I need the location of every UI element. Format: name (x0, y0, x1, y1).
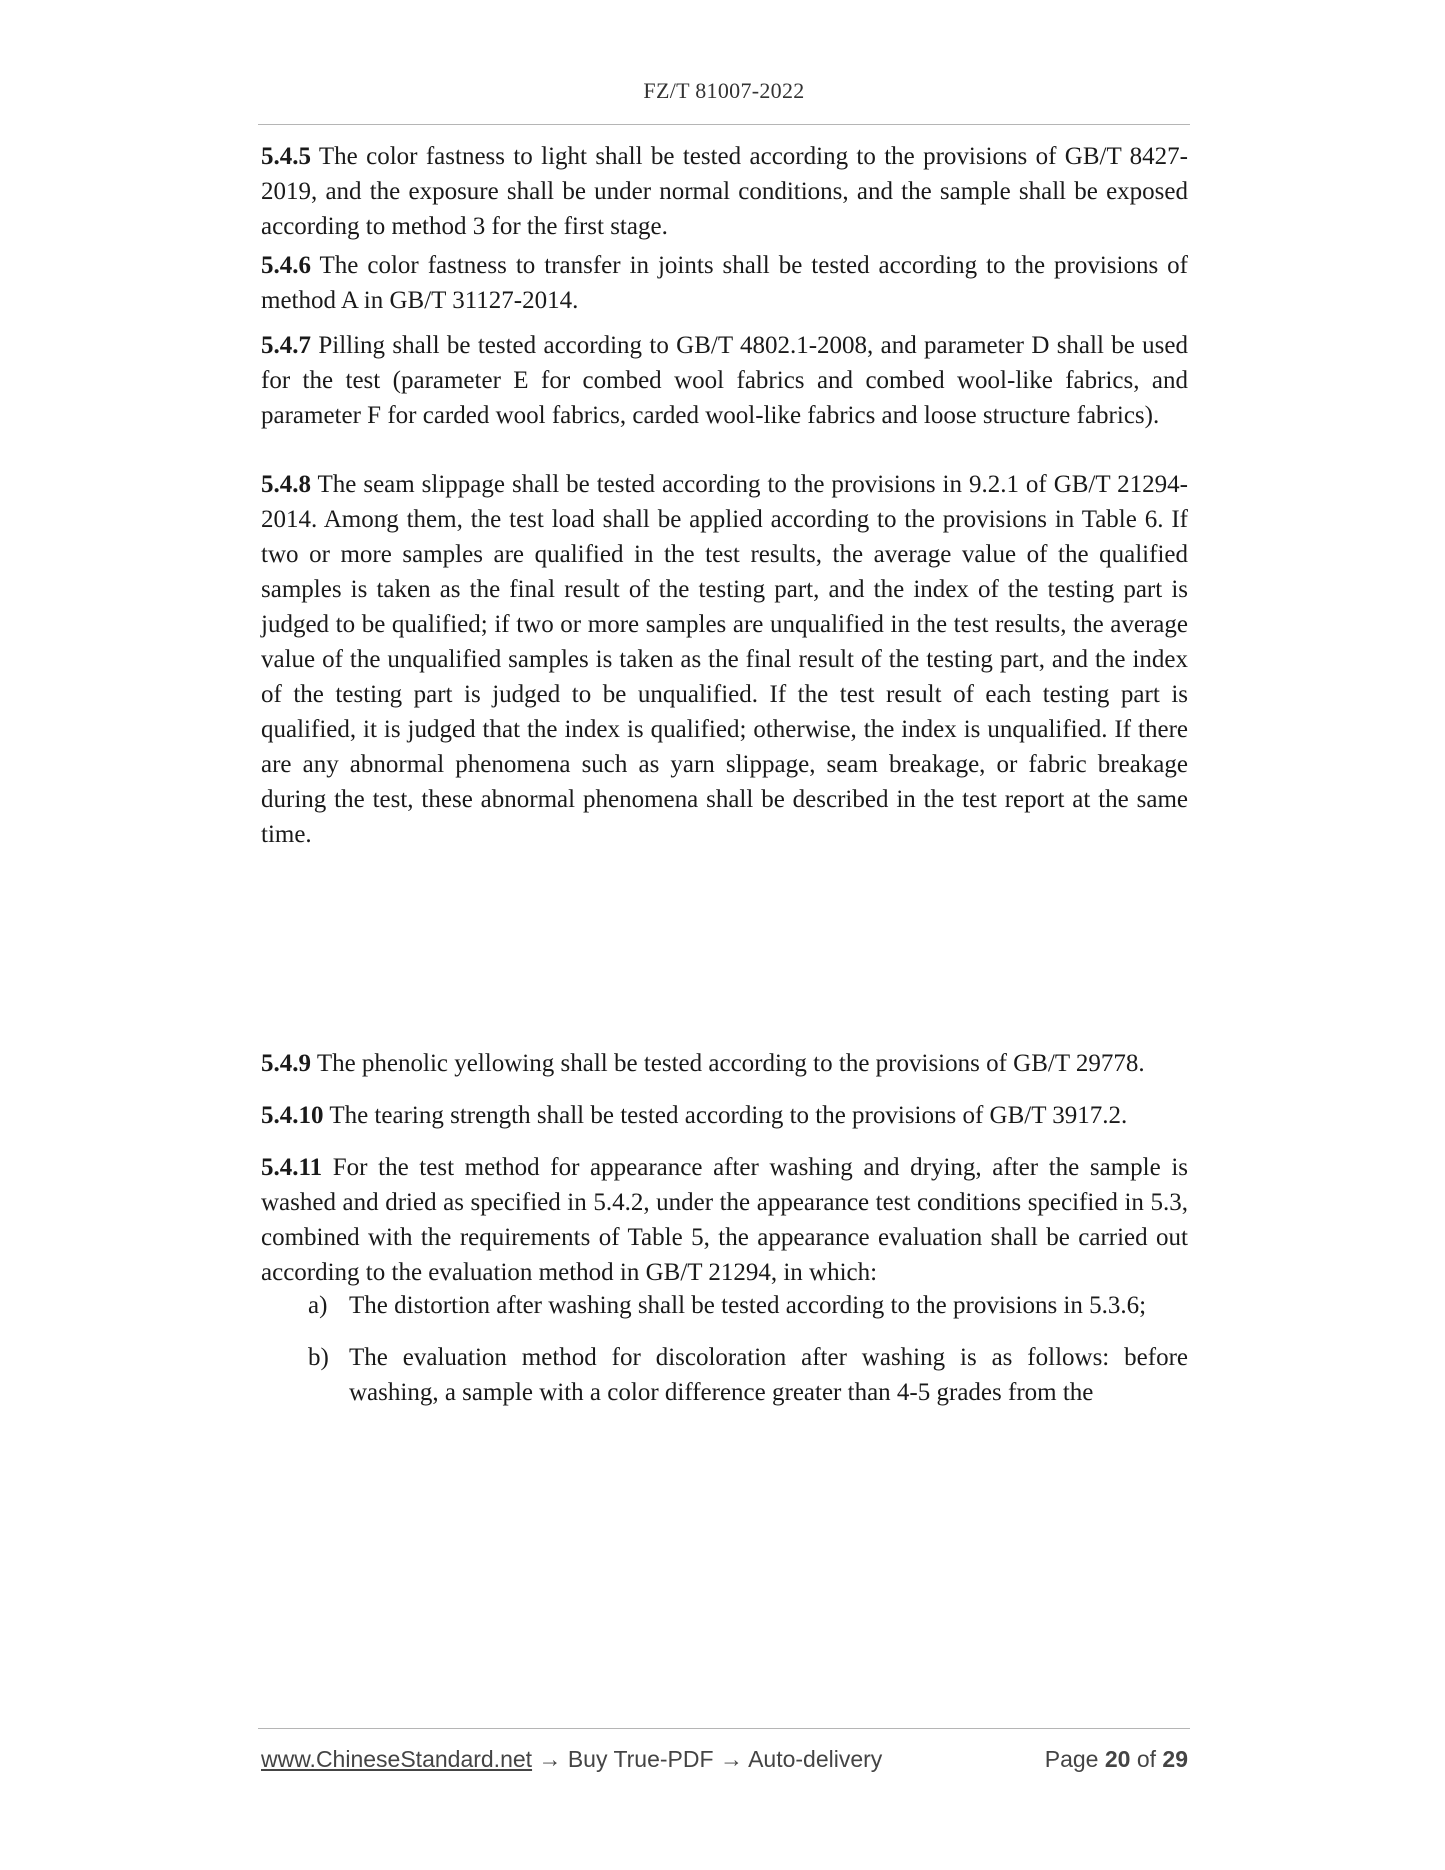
arrow-right-icon: → (538, 1746, 562, 1772)
list-marker: b) (308, 1344, 329, 1371)
clause-number: 5.4.11 (261, 1154, 323, 1181)
list-item-text: The evaluation method for discoloration after washing is as follows: before washing, a sample with a color difference greater than 4-5 grades from the (349, 1344, 1188, 1406)
page-label: Page (1044, 1746, 1099, 1772)
clause-5-4-10 (261, 1098, 1188, 1133)
clause-text: The phenolic yellowing shall be tested according to the provisions of GB/T 29778. (316, 1050, 1145, 1077)
list-item-a (261, 1288, 1188, 1323)
clause-text: The seam slippage shall be tested according to the provisions in 9.2.1 of GB/T 21294-2014. Among them, the test load shall be applied according to the provisions in Table 6. If two or more samples are qualified in the test results, the average value of the qualified samples is taken as the final result of the testing part, and the index of the testing part is judged to be qualified; if two or more samples are unqualified in the test results, the average value of the unqualified samples is taken as the final result of the testing part, and the index of the testing part is judged to be unqualified. If the test result of each testing part is qualified, it is judged that the index is qualified; otherwise, the index is unqualified. If there are any abnormal phenomena such as yarn slippage, seam breakage, or fabric breakage during the test, these abnormal phenomena shall be described in the test report at the same time. (261, 471, 1188, 848)
clause-text: The color fastness to transfer in joints shall be tested according to the provisions of method A in GB/T 31127-2014. (261, 252, 1188, 314)
page-footer (261, 1746, 1188, 1776)
page-of-label: of (1136, 1746, 1157, 1772)
clause-5-4-5 (261, 139, 1188, 244)
page-current: 20 (1104, 1746, 1131, 1772)
clause-5-4-8 (261, 467, 1188, 852)
clause-text: For the test method for appearance after washing and drying, after the sample is washed and dried as specified in 5.4.2, under the appearance test conditions specified in 5.3, combined with the requirements of Table 5, the appearance evaluation shall be carried out according to the evaluation method in GB/T 21294, in which: (261, 1154, 1189, 1286)
clause-5-4-7 (261, 328, 1188, 433)
list-item-text: The distortion after washing shall be tested according to the provisions in 5.3.6; (349, 1292, 1147, 1319)
clause-text: The tearing strength shall be tested according to the provisions of GB/T 3917.2. (329, 1102, 1128, 1129)
page-total: 29 (1162, 1746, 1188, 1772)
page-counter (1045, 1746, 1188, 1773)
clause-number: 5.4.5 (261, 143, 311, 170)
arrow-right-icon: → (719, 1746, 743, 1772)
clause-number: 5.4.6 (261, 252, 311, 279)
clause-number: 5.4.7 (261, 332, 311, 359)
footer-divider (258, 1728, 1190, 1729)
clause-number: 5.4.10 (261, 1102, 324, 1129)
list-item-b (261, 1340, 1188, 1410)
clause-5-4-11 (261, 1150, 1188, 1290)
auto-delivery-text: Auto-delivery (748, 1746, 883, 1772)
buy-true-pdf-text: Buy True-PDF (567, 1746, 714, 1772)
page-header-doc-id: FZ/T 81007-2022 (643, 78, 805, 103)
clause-number: 5.4.8 (261, 471, 311, 498)
clause-5-4-6 (261, 248, 1188, 318)
clause-text: The color fastness to light shall be tested according to the provisions of GB/T 8427-2019, and the exposure shall be under normal conditions, and the sample shall be exposed according to method 3 for the first stage. (261, 143, 1188, 240)
footer-promo (261, 1746, 882, 1773)
clause-text: Pilling shall be tested according to GB/T 4802.1-2008, and parameter D shall be used for the test (parameter E for combed wool fabrics and combed wool-like fabrics, and parameter F for carded wool fabrics, carded wool-like fabrics and loose structure fabrics). (261, 332, 1189, 429)
clause-5-4-9 (261, 1046, 1188, 1081)
header-divider (258, 124, 1190, 125)
clause-number: 5.4.9 (261, 1050, 311, 1077)
list-marker: a) (308, 1292, 328, 1319)
chinesestandard-link[interactable]: www.ChineseStandard.net (261, 1746, 533, 1772)
